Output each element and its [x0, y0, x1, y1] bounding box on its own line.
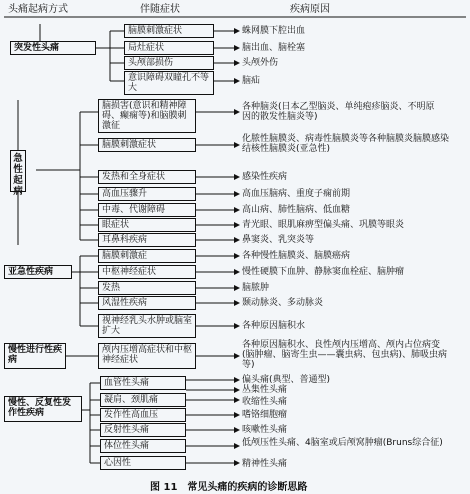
cause-sudden-3: 脑疝: [242, 76, 261, 86]
cause-chronic-0: 各种原因脑积水、良性颅内压增高、颅内占位病变(脑肿瘤、脑寄生虫——囊虫病、包虫病)、肺吸虫病等): [242, 340, 448, 370]
symptom-subacute-1: 中枢神经症状: [98, 265, 196, 279]
cause-recurrent-4: 咳嗽性头痛: [242, 425, 288, 435]
symptom-sudden-0: 脑膜刺激症状: [124, 24, 214, 38]
symptom-acute-6: 耳鼻科疾病: [98, 233, 196, 247]
header-causes: 疾病原因: [290, 4, 330, 15]
symptom-recurrent-4: 体位性头痛: [100, 439, 186, 453]
symptom-acute-4: 中毒、代谢障碍: [98, 203, 196, 217]
symptom-subacute-4: 视神经乳头水肿或脑室扩大: [98, 314, 196, 338]
cause-acute-4: 高山病、肺性脑病、低血糖: [242, 205, 351, 215]
onset-acute: 急性起病: [10, 150, 26, 192]
symptom-acute-5: 眼症状: [98, 218, 196, 232]
symptom-recurrent-0: 血管性头痛: [100, 376, 186, 390]
cause-sudden-0: 蛛网膜下腔出血: [242, 26, 306, 36]
header-symptoms: 伴随症状: [140, 4, 180, 15]
onset-sudden: 突发性头痛: [10, 41, 96, 55]
symptom-acute-0: 脑损害(意识和精神障碍、癫痫等)和脑膜刺激征: [98, 99, 196, 133]
cause-recurrent-2: 收缩性头痛: [242, 397, 288, 407]
cause-subacute-1: 慢性硬膜下血肿、静脉窦血栓症、脑肿瘤: [242, 267, 405, 277]
cause-subacute-2: 脑脓肿: [242, 283, 270, 293]
symptom-sudden-3: 意识障碍双瞳孔不等大: [124, 71, 214, 95]
symptom-subacute-3: 风湿性疾病: [98, 296, 196, 310]
symptom-chronic-0: 颅内压增高症状和中枢神经症状: [98, 343, 196, 369]
symptom-recurrent-2: 发作性高血压: [100, 408, 186, 422]
onset-subacute: 亚急性疾病: [4, 265, 72, 279]
cause-acute-0: 各种脑炎(日本乙型脑炎、单纯疱疹脑炎、不明原因的散发性脑炎等): [242, 102, 435, 122]
symptom-recurrent-1: 凝肩、颈肌痛: [100, 393, 186, 407]
symptom-acute-1: 脑膜刺激症状: [98, 138, 196, 152]
cause-subacute-3: 颞动脉炎、多动脉炎: [242, 298, 324, 308]
symptom-acute-3: 高血压骤升: [98, 187, 196, 201]
cause-recurrent-1: 丛集性头痛: [242, 385, 288, 395]
cause-subacute-4: 各种原因脑积水: [242, 321, 306, 331]
symptom-recurrent-5: 心因性: [100, 456, 186, 470]
cause-recurrent-5: 低颅压性头痛、4脑室或后颅窝肿瘤(Bruns综合征): [242, 438, 443, 448]
cause-acute-2: 感染性疾病: [242, 172, 288, 182]
cause-sudden-2: 头颅外伤: [242, 58, 279, 68]
cause-sudden-1: 脑出血、脑栓塞: [242, 43, 306, 53]
symptom-acute-2: 发热和全身症状: [98, 170, 196, 184]
symptom-subacute-0: 脑膜刺激症: [98, 249, 196, 263]
symptom-subacute-2: 发热: [98, 281, 196, 295]
header-onset: 头痛起病方式: [8, 4, 68, 15]
cause-acute-1: 化脓性脑膜炎、病毒性脑膜炎等各种脑膜炎脑膜感染结核性脑膜炎(亚急性): [242, 134, 450, 154]
cause-acute-5: 青光眼、眼肌麻痹型偏头痛、巩膜等眼炎: [242, 220, 405, 230]
cause-acute-3: 高血压脑病、重度子痫前期: [242, 189, 351, 199]
figure-caption: 图 11 常见头痛的疾病的诊断思路: [150, 482, 308, 493]
symptom-sudden-2: 头颅部损伤: [124, 56, 214, 70]
symptom-recurrent-3: 反射性头痛: [100, 423, 186, 437]
cause-acute-6: 鼻窦炎、乳突炎等: [242, 235, 315, 245]
cause-recurrent-3: 嗜铬细胞瘤: [242, 410, 288, 420]
symptom-sudden-1: 局灶症状: [124, 41, 214, 55]
cause-recurrent-6: 精神性头痛: [242, 459, 288, 469]
cause-subacute-0: 各种慢性脑膜炎、脑膜癌病: [242, 251, 351, 261]
onset-chronic: 慢性进行性疾病: [4, 343, 66, 369]
cause-recurrent-0: 偏头痛(典型、普通型): [242, 375, 331, 385]
onset-recurrent: 慢性、反复性发作性疾病: [4, 396, 82, 422]
